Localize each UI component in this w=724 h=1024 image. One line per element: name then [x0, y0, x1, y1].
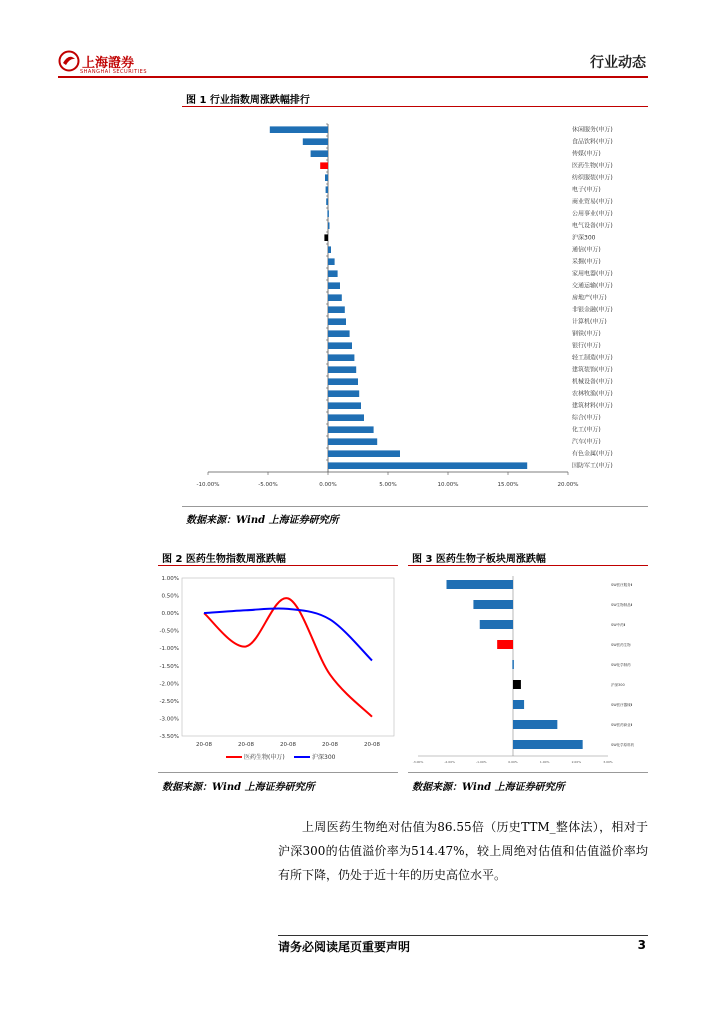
valuation-paragraph: 上周医药生物绝对估值为86.55倍（历史TTM_整体法），相对于沪深300的估值溢价率为514.47%，较上周绝对估值和估值溢价率均有所下降，仍处于近十年的历史高位水平。: [278, 820, 648, 882]
fig1-category-label: 电气设备(申万): [572, 222, 613, 230]
fig1-category-label: 综合(申万): [572, 414, 601, 422]
fig1-x-tick-label: -10.00%: [196, 482, 220, 488]
fig2-y-tick-label: 0.00%: [161, 611, 179, 618]
figure2-source: 数据来源：Wind 上海证券研究所: [162, 782, 315, 793]
fig3-bar: [512, 660, 514, 669]
fig2-x-tick-label: 20-08: [238, 742, 254, 748]
fig2-legend-label: 医药生物(申万): [244, 754, 285, 761]
fig1-category-label: 计算机(申万): [572, 318, 607, 326]
fig1-bar: [328, 306, 345, 313]
fig2-y-tick-label: 0.50%: [161, 593, 179, 600]
fig3-bar: [447, 580, 514, 589]
fig1-category-label: 房地产(申万): [572, 294, 607, 302]
fig2-x-tick-label: 20-08: [196, 742, 212, 748]
figure1-title: 图 1 行业指数周涨跌幅排行: [186, 95, 310, 106]
fig1-category-label: 沪深300: [572, 234, 596, 242]
fig1-bar: [328, 414, 364, 421]
fig1-bar: [328, 450, 400, 457]
fig1-category-label: 非银金融(申万): [572, 306, 613, 314]
fig3-bar: [497, 640, 513, 649]
fig3-category-label: SW医药商业Ⅱ: [611, 723, 633, 727]
logo-english-name: SHANGHAI SECURITIES: [80, 69, 148, 75]
page-number: 3: [637, 938, 646, 952]
fig1-category-label: 休闲服务(申万): [572, 126, 613, 134]
figure2-title: 图 2 医药生物指数周涨跌幅: [162, 554, 286, 565]
figure3-bottom-rule: [408, 772, 648, 773]
fig3-bar: [513, 740, 583, 749]
figure3-title-rule: [408, 565, 648, 566]
fig2-y-tick-label: -0.50%: [159, 628, 179, 635]
fig3-bar: [473, 600, 513, 609]
fig1-bar: [328, 258, 335, 265]
header-rule: [58, 76, 648, 78]
fig2-series-line: [204, 598, 372, 717]
figure3-source: 数据来源：Wind 上海证券研究所: [412, 782, 565, 793]
fig1-category-label: 电子(申万): [572, 186, 601, 194]
fig3-category-label: 沪深300: [611, 683, 625, 687]
fig2-series-line: [204, 608, 372, 660]
fig1-bar: [328, 402, 361, 409]
fig2-y-tick-label: -2.00%: [159, 681, 179, 688]
fig1-bar: [328, 462, 527, 469]
fig3-bar: [480, 620, 513, 629]
fig1-category-label: 轻工制造(申万): [572, 354, 613, 362]
fig2-x-tick-label: 20-08: [364, 742, 380, 748]
fig2-y-tick-label: -1.00%: [159, 646, 179, 653]
fig1-category-label: 银行(申万): [572, 342, 601, 350]
fig1-category-label: 采掘(申万): [572, 258, 601, 266]
fig3-x-tick-label: -2.00%: [444, 760, 455, 764]
fig1-category-label: 通信(申万): [572, 246, 601, 254]
fig3-x-tick-label: -1.00%: [476, 760, 487, 764]
fig1-bar: [324, 234, 328, 241]
fig1-category-label: 建筑装饰(申万): [572, 366, 613, 374]
fig1-category-label: 食品饮料(申万): [572, 138, 613, 146]
fig1-bar: [328, 282, 340, 289]
logo-emblem-icon: [58, 50, 80, 72]
fig1-category-label: 国防军工(申万): [572, 462, 613, 470]
fig1-category-label: 农林牧渔(申万): [572, 390, 613, 398]
fig3-bar: [513, 700, 524, 709]
fig1-category-label: 医药生物(申万): [572, 162, 613, 170]
fig1-category-label: 商业贸易(申万): [572, 198, 613, 206]
fig1-category-label: 有色金属(申万): [572, 450, 613, 458]
fig1-x-tick-label: 15.00%: [497, 482, 519, 488]
fig1-bar: [328, 378, 358, 385]
fig3-x-tick-label: 2.00%: [571, 760, 582, 764]
fig1-bar: [328, 342, 352, 349]
section-title: 行业动态: [590, 55, 646, 71]
fig1-bar: [328, 426, 374, 433]
fig3-x-tick-label: 1.00%: [539, 760, 550, 764]
fig1-bar: [328, 354, 354, 361]
figure1-chart: [180, 110, 648, 500]
fig3-x-tick-label: -3.00%: [412, 760, 424, 764]
fig1-category-label: 汽车(申万): [572, 438, 601, 446]
fig1-x-tick-label: 20.00%: [557, 482, 579, 488]
fig1-x-tick-label: 10.00%: [437, 482, 459, 488]
fig2-x-tick-label: 20-08: [280, 742, 296, 748]
fig1-bar: [270, 126, 328, 133]
fig1-bar: [328, 390, 359, 397]
fig1-category-label: 家用电器(申万): [572, 270, 613, 278]
fig2-y-tick-label: -3.00%: [159, 716, 179, 723]
fig1-bar: [328, 318, 346, 325]
fig1-category-label: 传媒(申万): [572, 150, 601, 158]
fig2-y-tick-label: -2.50%: [159, 698, 179, 705]
fig1-x-tick-label: -5.00%: [258, 482, 278, 488]
fig1-bar: [328, 438, 377, 445]
fig1-category-label: 公用事业(申万): [572, 210, 613, 218]
fig1-bar: [326, 198, 328, 205]
figure2-bottom-rule: [158, 772, 398, 773]
fig1-x-tick-label: 0.00%: [319, 482, 337, 488]
footer-notice: 请务必阅读尾页重要声明: [278, 940, 411, 954]
fig2-legend-label: 沪深300: [312, 754, 336, 761]
figure1-bottom-rule: [182, 506, 648, 507]
fig1-category-label: 机械设备(申万): [572, 378, 613, 386]
fig1-bar: [328, 270, 338, 277]
fig2-y-tick-label: 1.00%: [161, 576, 179, 582]
logo-chinese-name: 上海證券: [82, 56, 135, 71]
footer-rule: [278, 935, 648, 936]
figure2-title-rule: [158, 565, 398, 566]
fig1-bar: [311, 150, 328, 157]
fig1-bar: [326, 186, 328, 193]
fig1-category-label: 化工(申万): [572, 426, 601, 434]
fig3-category-label: SW医疗服务Ⅱ: [611, 583, 633, 587]
figure2-chart: [158, 568, 398, 768]
fig2-plot-frame: [182, 578, 394, 736]
fig1-bar: [328, 366, 356, 373]
fig1-category-label: 钢铁(申万): [572, 330, 601, 338]
fig1-bar: [328, 330, 350, 337]
fig3-bar: [513, 720, 557, 729]
fig1-bar: [327, 210, 329, 217]
fig3-category-label: SW医药生物: [611, 643, 631, 647]
fig3-x-tick-label: 0.00%: [508, 760, 518, 764]
figure3-chart: [408, 568, 648, 768]
fig1-bar: [320, 162, 328, 169]
fig1-bar: [328, 222, 330, 229]
figure3-title: 图 3 医药生物子板块周涨跌幅: [412, 554, 546, 565]
fig1-bar: [303, 138, 328, 145]
fig2-y-tick-label: -1.50%: [159, 663, 179, 670]
fig1-category-label: 交通运输(申万): [572, 282, 613, 290]
figure1-title-rule: [182, 106, 648, 107]
fig3-category-label: SW化学制药: [611, 663, 631, 667]
figure1-source: 数据来源：Wind 上海证券研究所: [186, 515, 339, 526]
fig3-category-label: SW化学原料药: [611, 743, 635, 747]
fig1-category-label: 纺织服装(申万): [572, 174, 613, 182]
fig1-category-label: 建筑材料(申万): [572, 402, 613, 410]
fig3-x-tick-label: 3.00%: [603, 760, 613, 764]
fig3-category-label: SW生物制品Ⅱ: [611, 603, 633, 607]
fig1-bar: [328, 246, 331, 253]
fig3-category-label: SW中药Ⅱ: [611, 623, 626, 627]
fig2-y-tick-label: -3.50%: [159, 734, 179, 740]
fig1-x-tick-label: 5.00%: [379, 482, 397, 488]
fig1-bar: [325, 174, 328, 181]
fig3-category-label: SW医疗器械Ⅱ: [611, 703, 633, 707]
fig3-bar: [513, 680, 521, 689]
fig1-bar: [328, 294, 342, 301]
fig2-x-tick-label: 20-08: [322, 742, 338, 748]
